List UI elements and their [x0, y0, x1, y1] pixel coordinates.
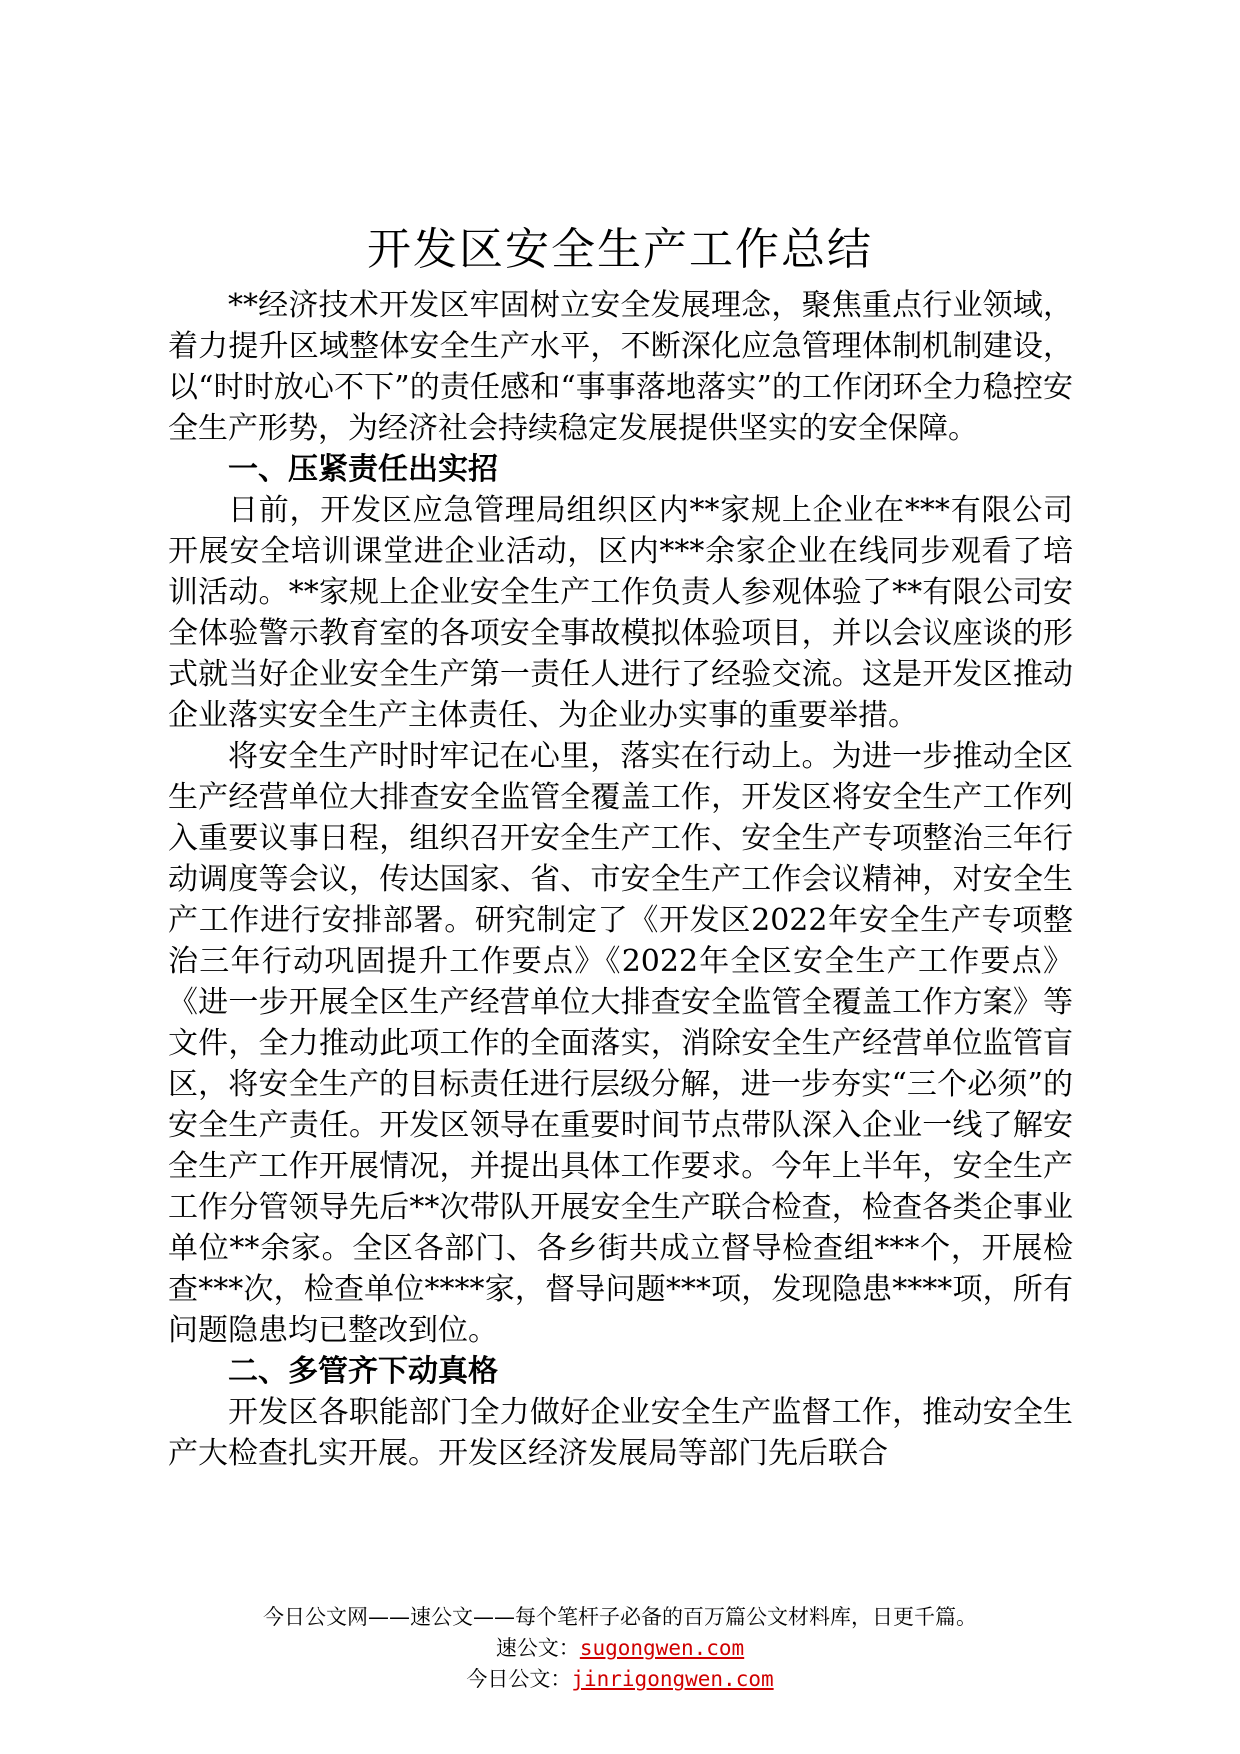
section-2-heading: 二、多管齐下动真格: [228, 1354, 498, 1389]
jinrigongwen-link[interactable]: jinrigongwen.com: [571, 1667, 774, 1691]
footer: [0, 1602, 1240, 1695]
footer-sugongwen-line: [0, 1633, 1240, 1664]
intro-paragraph: **经济技术开发区牢固树立安全发展理念，聚焦重点行业领域，着力提升区域整体安全生产水平，不断深化应急管理体制机制建设，以“时时放心不下”的责任感和“事事落地落实”的工作闭环全力稳控安全生产形势，为经济社会持续稳定发展提供坚实的安全保障。: [168, 288, 1073, 446]
footer-slogan: 今日公文网——速公文——每个笔杆子必备的百万篇公文材料库，日更千篇。: [263, 1605, 977, 1629]
document-body: [168, 285, 1073, 1474]
footer-sugongwen-label: 速公文：: [495, 1636, 580, 1660]
section-1-heading: 一、压紧责任出实招: [228, 452, 498, 487]
footer-jinrigongwen-label: 今日公文：: [466, 1667, 572, 1691]
section-1-paragraph-1: 日前，开发区应急管理局组织区内**家规上企业在***有限公司开展安全培训课堂进企业活动，区内***余家企业在线同步观看了培训活动。**家规上企业安全生产工作负责人参观体验了**有限公司安全体验警示教育室的各项安全事故模拟体验项目，并以会议座谈的形式就当好企业安全生产第一责任人进行了经验交流。这是开发区推动企业落实安全生产主体责任、为企业办实事的重要举措。: [168, 493, 1073, 733]
footer-jinrigongwen-line: [0, 1664, 1240, 1695]
section-2-paragraph-1: 开发区各职能部门全力做好企业安全生产监督工作，推动安全生产大检查扎实开展。开发区经济发展局等部门先后联合: [168, 1395, 1073, 1471]
section-1-paragraph-2: 将安全生产时时牢记在心里，落实在行动上。为进一步推动全区生产经营单位大排查安全监管全覆盖工作，开发区将安全生产工作列入重要议事日程，组织召开安全生产工作、安全生产专项整治三年行动调度等会议，传达国家、省、市安全生产工作会议精神，对安全生产工作进行安排部署。研究制定了《开发区2022年安全生产专项整治三年行动巩固提升工作要点》《2022年全区安全生产工作要点》《进一步开展全区生产经营单位大排查安全监管全覆盖工作方案》等文件，全力推动此项工作的全面落实，消除安全生产经营单位监管盲区，将安全生产的目标责任进行层级分解，进一步夯实“三个必须”的安全生产责任。开发区领导在重要时间节点带队深入企业一线了解安全生产工作开展情况，并提出具体工作要求。今年上半年，安全生产工作分管领导先后**次带队开展安全生产联合检查，检查各类企事业单位**余家。全区各部门、各乡街共成立督导检查组***个，开展检查***次，检查单位****家，督导问题***项，发现隐患****项，所有问题隐患均已整改到位。: [168, 739, 1073, 1348]
sugongwen-link[interactable]: sugongwen.com: [579, 1636, 745, 1660]
document-title: 开发区安全生产工作总结: [367, 224, 873, 275]
